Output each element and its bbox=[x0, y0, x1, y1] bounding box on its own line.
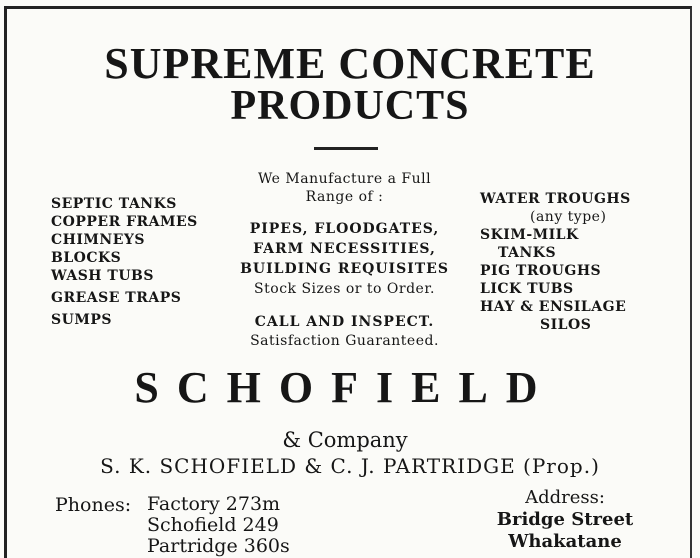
list-item: TANKS bbox=[498, 245, 557, 261]
list-item: SKIM-MILK bbox=[480, 227, 579, 243]
list-item: LICK TUBS bbox=[480, 281, 574, 297]
list-item: GREASE TRAPS bbox=[51, 290, 182, 306]
list-item: HAY & ENSILAGE bbox=[480, 299, 627, 315]
list-item: SEPTIC TANKS bbox=[51, 196, 177, 212]
intro-line-1: We Manufacture a Full bbox=[257, 171, 432, 187]
satisfaction-text: Satisfaction Guaranteed. bbox=[250, 333, 439, 349]
phone-factory: Factory 273m bbox=[147, 493, 281, 515]
call-text: CALL AND INSPECT. bbox=[254, 314, 435, 330]
center-item: PIPES, FLOODGATES, bbox=[249, 221, 440, 237]
stock-text: Stock Sizes or to Order. bbox=[254, 281, 435, 297]
address-block bbox=[490, 487, 640, 553]
phone-schofield: Schofield 249 bbox=[147, 514, 279, 536]
title-line-2: PRODUCTS bbox=[230, 83, 470, 129]
address-label: Address: bbox=[525, 487, 605, 508]
center-item: FARM NECESSITIES, bbox=[253, 241, 436, 257]
address-town: Whakatane bbox=[508, 531, 622, 552]
company-name: SCHOFIELD bbox=[134, 363, 556, 412]
list-item: WATER TROUGHS bbox=[480, 191, 631, 207]
list-item: PIG TROUGHS bbox=[480, 263, 602, 279]
proprietors: S. K. SCHOFIELD & C. J. PARTRIDGE (Prop.) bbox=[100, 454, 600, 478]
list-item: BLOCKS bbox=[51, 250, 122, 266]
left-product-list bbox=[51, 195, 198, 329]
list-item: SILOS bbox=[540, 317, 592, 333]
center-item: BUILDING REQUISITES bbox=[240, 261, 449, 277]
list-item: SUMPS bbox=[51, 312, 112, 328]
list-item: CHIMNEYS bbox=[51, 232, 145, 248]
list-item: COPPER FRAMES bbox=[51, 214, 198, 230]
right-product-list bbox=[480, 190, 631, 334]
phones-list bbox=[147, 494, 290, 557]
phones-label: Phones: bbox=[55, 494, 132, 516]
title-line-1: SUPREME CONCRETE bbox=[104, 39, 596, 88]
company-suffix: & Company bbox=[282, 428, 408, 452]
list-item: WASH TUBS bbox=[51, 268, 154, 284]
intro-line-2: Range of : bbox=[305, 189, 384, 205]
phone-partridge: Partridge 360s bbox=[147, 535, 290, 557]
divider-rule bbox=[314, 147, 378, 150]
list-item: (any type) bbox=[530, 209, 607, 225]
address-street: Bridge Street bbox=[496, 509, 634, 530]
